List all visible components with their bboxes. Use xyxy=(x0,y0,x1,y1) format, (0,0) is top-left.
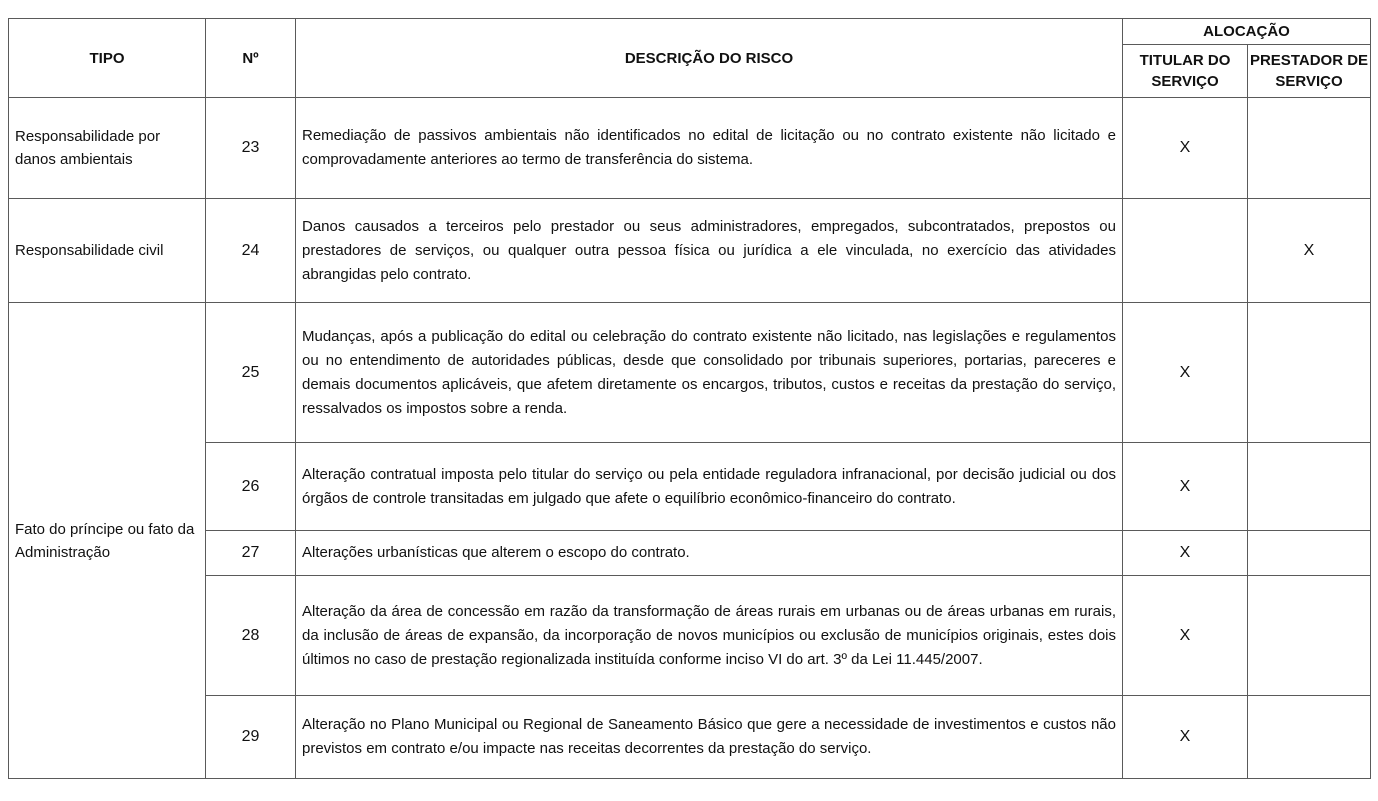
table-row xyxy=(9,199,1371,303)
descricao-cell: Alteração no Plano Municipal ou Regional de Saneamento Básico que gere a necessidade de investimentos e custos não previstos em contrato e/ou impacte nas receitas decorrentes da prestação do serviço. xyxy=(296,696,1123,779)
header-numero: Nº xyxy=(206,19,296,98)
titular-cell: X xyxy=(1123,98,1248,199)
table-row xyxy=(9,696,1371,779)
table-row xyxy=(9,303,1371,443)
tipo-cell: Responsabilidade civil xyxy=(9,199,206,303)
table-row xyxy=(9,531,1371,576)
header-alocacao: ALOCAÇÃO xyxy=(1123,19,1371,45)
tipo-cell: Responsabilidade por danos ambientais xyxy=(9,98,206,199)
header-tipo: TIPO xyxy=(9,19,206,98)
numero-cell: 26 xyxy=(206,443,296,531)
prestador-cell xyxy=(1248,443,1371,531)
numero-cell: 27 xyxy=(206,531,296,576)
numero-cell: 23 xyxy=(206,98,296,199)
table-row xyxy=(9,576,1371,696)
header-prestador: PRESTADOR DE SERVIÇO xyxy=(1248,45,1371,98)
tipo-cell: Fato do príncipe ou fato da Administração xyxy=(9,303,206,779)
risk-table-container xyxy=(8,18,1371,779)
header-titular: TITULAR DO SERVIÇO xyxy=(1123,45,1248,98)
descricao-cell: Alteração contratual imposta pelo titular do serviço ou pela entidade reguladora infranacional, por decisão judicial ou dos órgãos de controle transitadas em julgado que afete o equilíbrio econômico-financeiro do contrato. xyxy=(296,443,1123,531)
descricao-cell: Remediação de passivos ambientais não identificados no edital de licitação ou no contrato existente não licitado e comprovadamente anteriores ao termo de transferência do sistema. xyxy=(296,98,1123,199)
descricao-cell: Alterações urbanísticas que alterem o escopo do contrato. xyxy=(296,531,1123,576)
table-row xyxy=(9,98,1371,199)
descricao-cell: Mudanças, após a publicação do edital ou celebração do contrato existente não licitado, nas legislações e regulamentos ou no entendimento de autoridades públicas, desde que consolidado por tribunais superiores, portarias, pareceres e demais documentos aplicáveis, que afetem diretamente os encargos, tributos, custos e receitas da prestação do serviço, ressalvados os impostos sobre a renda. xyxy=(296,303,1123,443)
titular-cell: X xyxy=(1123,443,1248,531)
numero-cell: 29 xyxy=(206,696,296,779)
prestador-cell xyxy=(1248,98,1371,199)
prestador-cell xyxy=(1248,303,1371,443)
prestador-cell xyxy=(1248,531,1371,576)
header-descricao: DESCRIÇÃO DO RISCO xyxy=(296,19,1123,98)
numero-cell: 25 xyxy=(206,303,296,443)
prestador-cell: X xyxy=(1248,199,1371,303)
descricao-cell: Alteração da área de concessão em razão da transformação de áreas rurais em urbanas ou de áreas urbanas em rurais, da inclusão de áreas de expansão, da incorporação de novos municípios ou exclusão de municípios originais, estes dois últimos no caso de prestação regionalizada instituída conforme inciso VI do art. 3º da Lei 11.445/2007. xyxy=(296,576,1123,696)
numero-cell: 28 xyxy=(206,576,296,696)
prestador-cell xyxy=(1248,696,1371,779)
numero-cell: 24 xyxy=(206,199,296,303)
titular-cell xyxy=(1123,199,1248,303)
descricao-cell: Danos causados a terceiros pelo prestador ou seus administradores, empregados, subcontratados, prepostos ou prestadores de serviços, ou qualquer outra pessoa física ou jurídica a ele vinculada, no exercício das atividades abrangidas pelo contrato. xyxy=(296,199,1123,303)
table-row xyxy=(9,443,1371,531)
titular-cell: X xyxy=(1123,696,1248,779)
titular-cell: X xyxy=(1123,303,1248,443)
prestador-cell xyxy=(1248,576,1371,696)
titular-cell: X xyxy=(1123,531,1248,576)
titular-cell: X xyxy=(1123,576,1248,696)
risk-allocation-table xyxy=(8,18,1371,779)
